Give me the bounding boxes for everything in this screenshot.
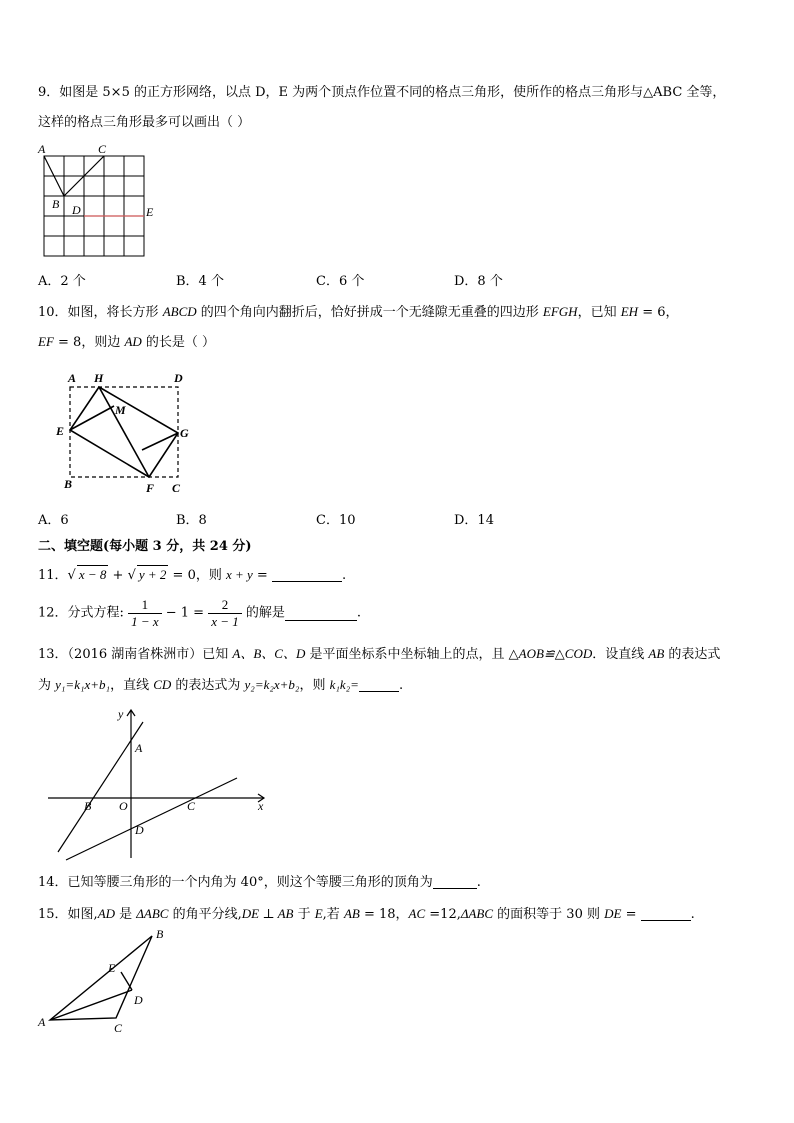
- q10-label-m: M: [115, 403, 126, 417]
- q13-answer-blank[interactable]: [359, 677, 399, 692]
- q10-stem-line2: EF = 8，则边 AD 的长是（ ）: [38, 334, 216, 350]
- q11-answer-blank[interactable]: [272, 567, 342, 582]
- q10-option-b[interactable]: B．8: [176, 513, 207, 528]
- q15-label-e: E: [108, 961, 116, 975]
- q10-label-e: E: [56, 424, 65, 438]
- q11-radicand-2: y + 2: [138, 567, 167, 582]
- q12-stem: 12．分式方程: $\frac{1}{1 - x}$ − 1 = $\frac{2}{x - 1}$ 的解是 .: [38, 597, 362, 629]
- q9-label-a: A: [38, 142, 46, 156]
- q9-label-c: C: [98, 142, 107, 156]
- q9-option-d[interactable]: D．8 个: [454, 274, 503, 289]
- q10-option-a[interactable]: A．6: [38, 513, 69, 528]
- q9-option-a[interactable]: A．2 个: [38, 274, 86, 289]
- q10-option-d[interactable]: D．14: [454, 513, 494, 528]
- q9-stem-line2: 这样的格点三角形最多可以画出（ ）: [38, 115, 251, 130]
- q9-label-d: D: [72, 203, 81, 217]
- q13-label-y: y: [118, 707, 124, 721]
- q15-label-c: C: [114, 1021, 123, 1035]
- section-header-fill-blank: 二、填空题(每小题 3 分，共 24 分): [38, 539, 252, 554]
- q9-option-c[interactable]: C．6 个: [316, 274, 365, 289]
- q10-label-d: D: [174, 371, 183, 385]
- q9-grid-figure: [34, 140, 160, 260]
- q9-stem-line1: 9．如图是 5×5 的正方形网络，以点 D，E 为两个顶点作位置不同的格点三角形，使所作的格点三角形与△ABC 全等，: [38, 85, 726, 100]
- q12-fraction-1: $\frac{1}{1 - x}$: [128, 597, 162, 630]
- q9-label-e: E: [146, 205, 154, 219]
- q9-label-b: B: [52, 197, 60, 211]
- q13-label-d: D: [135, 823, 144, 837]
- q12-fraction-2: $\frac{2}{x - 1}$: [208, 597, 242, 630]
- q10-label-f: F: [146, 481, 155, 495]
- q13-label-c: C: [187, 799, 196, 813]
- q10-stem-line1: 10．如图，将长方形 ABCD 的四个角向内翻折后，恰好拼成一个无缝隙无重叠的四边形 EFGH，已知 EH = 6，: [38, 304, 679, 320]
- q15-answer-blank[interactable]: [641, 906, 691, 921]
- q13-coordinate-figure: [40, 702, 275, 862]
- q15-triangle-figure: [34, 924, 174, 1036]
- q13-label-a: A: [135, 741, 143, 755]
- q15-label-b: B: [156, 927, 164, 941]
- q10-label-a: A: [68, 371, 77, 385]
- q13-label-o: O: [119, 799, 128, 813]
- q10-label-b: B: [64, 477, 73, 491]
- q10-label-g: G: [180, 426, 189, 440]
- q15-label-d: D: [134, 993, 143, 1007]
- q14-answer-blank[interactable]: [433, 874, 477, 889]
- q10-option-c[interactable]: C．10: [316, 513, 356, 528]
- q12-answer-blank[interactable]: [285, 606, 357, 621]
- q9-option-b[interactable]: B．4 个: [176, 274, 224, 289]
- q10-rectangle-figure: [52, 368, 197, 500]
- q15-label-a: A: [38, 1015, 46, 1029]
- q14-stem: 14．已知等腰三角形的一个内角为 40°，则这个等腰三角形的顶角为 .: [38, 875, 481, 890]
- q10-label-h: H: [94, 371, 104, 385]
- q15-stem: 15．如图,AD 是 ΔABC 的角平分线,DE ⊥ AB 于 E,若 AB = 18，AC =12,ΔABC 的面积等于 30 则 DE = .: [38, 906, 695, 922]
- q11-stem: 11．√ x − 8 + √ y + 2 = 0，则 x + y = .: [38, 567, 347, 583]
- q10-label-c: C: [172, 481, 181, 495]
- q13-label-b: B: [84, 799, 92, 813]
- q11-radicand-1: x − 8: [78, 567, 107, 582]
- q13-label-x: x: [258, 799, 264, 813]
- q13-stem-line1: 13．（2016 湖南省株洲市）已知 A、B、C、D 是平面坐标系中坐标轴上的点，且 △AOB≌△COD．设直线 AB 的表达式: [38, 646, 721, 662]
- q13-stem-line2: 为 y₁=k₁x+b₁，直线 CD 的表达式为 y₂=k₂x+b₂，则 k₁k₂= .: [38, 677, 404, 693]
